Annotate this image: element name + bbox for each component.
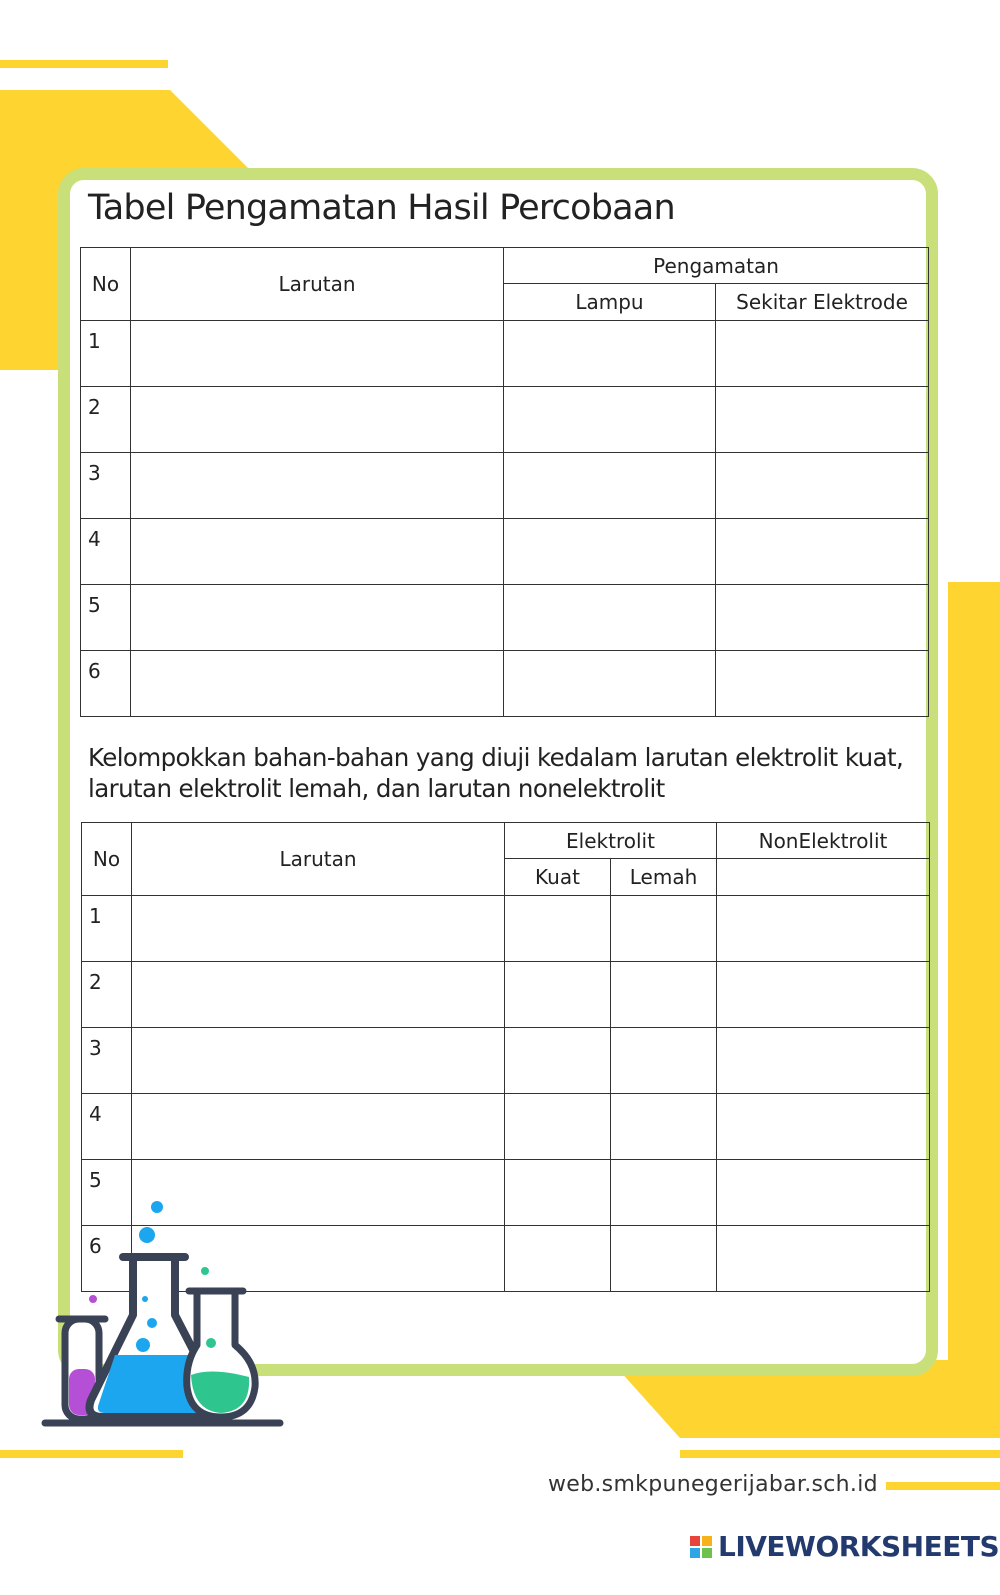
lampu-cell[interactable]	[504, 585, 716, 651]
deco-yellow-bar-bottom-right	[680, 1450, 1000, 1458]
larutan-cell[interactable]	[131, 519, 504, 585]
row-number: 2	[81, 387, 131, 453]
elektrode-cell[interactable]	[716, 519, 929, 585]
row-number: 4	[81, 519, 131, 585]
row-number: 5	[81, 585, 131, 651]
lampu-cell[interactable]	[504, 321, 716, 387]
footer-url[interactable]: web.smkpunegerijabar.sch.id	[548, 1472, 878, 1497]
larutan-cell[interactable]	[132, 896, 505, 962]
deco-yellow-bar-top	[0, 60, 168, 68]
kuat-cell[interactable]	[505, 1226, 611, 1292]
lampu-cell[interactable]	[504, 519, 716, 585]
liveworksheets-logo[interactable]	[690, 1530, 999, 1563]
larutan-cell[interactable]	[131, 453, 504, 519]
deco-yellow-bar-url	[886, 1482, 1000, 1490]
elektrode-cell[interactable]	[716, 453, 929, 519]
lampu-cell[interactable]	[504, 453, 716, 519]
chemistry-flasks-icon	[35, 1195, 295, 1435]
larutan-cell[interactable]	[131, 321, 504, 387]
header-no: No	[82, 823, 132, 896]
lemah-cell[interactable]	[611, 962, 717, 1028]
elektrode-cell[interactable]	[716, 321, 929, 387]
row-number: 1	[82, 896, 132, 962]
deco-yellow-bar-bottom-left	[0, 1450, 183, 1458]
row-number: 6	[82, 1226, 132, 1292]
kuat-cell[interactable]	[505, 1160, 611, 1226]
elektrode-cell[interactable]	[716, 651, 929, 717]
header-larutan: Larutan	[132, 823, 505, 896]
lemah-cell[interactable]	[611, 1226, 717, 1292]
row-number: 3	[82, 1028, 132, 1094]
header-larutan: Larutan	[131, 248, 504, 321]
larutan-cell[interactable]	[131, 585, 504, 651]
header-nonelektrolit: NonElektrolit	[717, 823, 930, 859]
nonelektrolit-cell[interactable]	[717, 962, 930, 1028]
nonelektrolit-cell[interactable]	[717, 1226, 930, 1292]
larutan-cell[interactable]	[132, 962, 505, 1028]
header-lampu: Lampu	[504, 284, 716, 321]
lemah-cell[interactable]	[611, 1094, 717, 1160]
brand-text: LIVEWORKSHEETS	[718, 1530, 1000, 1563]
kuat-cell[interactable]	[505, 1094, 611, 1160]
kuat-cell[interactable]	[505, 896, 611, 962]
nonelektrolit-cell[interactable]	[717, 1094, 930, 1160]
liveworksheets-logo-icon	[690, 1536, 712, 1558]
lemah-cell[interactable]	[611, 1028, 717, 1094]
header-no: No	[81, 248, 131, 321]
row-number: 6	[81, 651, 131, 717]
row-number: 1	[81, 321, 131, 387]
row-number: 3	[81, 453, 131, 519]
lemah-cell[interactable]	[611, 1160, 717, 1226]
larutan-cell[interactable]	[131, 651, 504, 717]
larutan-cell[interactable]	[132, 1028, 505, 1094]
kuat-cell[interactable]	[505, 1028, 611, 1094]
header-nonelektrolit-sub	[717, 859, 930, 896]
nonelektrolit-cell[interactable]	[717, 1160, 930, 1226]
lampu-cell[interactable]	[504, 387, 716, 453]
larutan-cell[interactable]	[131, 387, 504, 453]
row-number: 2	[82, 962, 132, 1028]
header-elektrolit: Elektrolit	[505, 823, 717, 859]
header-sekitar-elektrode: Sekitar Elektrode	[716, 284, 929, 321]
elektrode-cell[interactable]	[716, 387, 929, 453]
elektrode-cell[interactable]	[716, 585, 929, 651]
page-title: Tabel Pengamatan Hasil Percobaan	[88, 188, 675, 228]
nonelektrolit-cell[interactable]	[717, 896, 930, 962]
instruction-text: Kelompokkan bahan-bahan yang diuji kedalam larutan elektrolit kuat, larutan elektrolit lemah, dan larutan nonelektrolit	[88, 743, 904, 803]
header-kuat: Kuat	[505, 859, 611, 896]
nonelektrolit-cell[interactable]	[717, 1028, 930, 1094]
header-lemah: Lemah	[611, 859, 717, 896]
lemah-cell[interactable]	[611, 896, 717, 962]
row-number: 5	[82, 1160, 132, 1226]
larutan-cell[interactable]	[132, 1094, 505, 1160]
header-pengamatan: Pengamatan	[504, 248, 929, 284]
row-number: 4	[82, 1094, 132, 1160]
deco-yellow-shape-right	[948, 582, 1000, 1437]
observation-table	[80, 247, 929, 717]
lampu-cell[interactable]	[504, 651, 716, 717]
kuat-cell[interactable]	[505, 962, 611, 1028]
